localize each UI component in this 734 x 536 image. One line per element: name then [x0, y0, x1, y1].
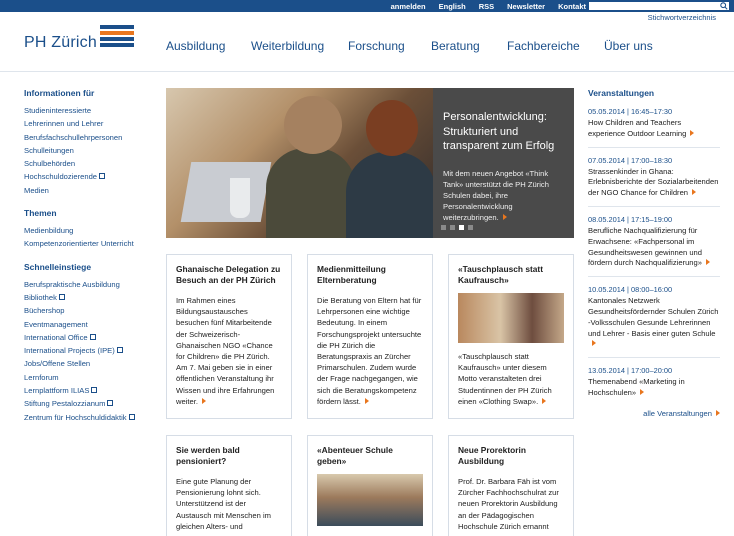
sidebar-item[interactable]: Berufsfachschullehrpersonen — [24, 132, 123, 142]
external-link-icon — [107, 400, 113, 406]
external-link-icon — [59, 294, 65, 300]
sidebar-title: Schnelleinstiege — [24, 261, 92, 272]
divider — [588, 357, 720, 358]
events-column — [588, 88, 720, 418]
keyword-index-link[interactable]: Stichwortverzeichnis — [647, 13, 716, 22]
event-date: 10.05.2014 | 08:00–16:00 — [588, 285, 673, 295]
event-date: 08.05.2014 | 17:15–19:00 — [588, 214, 673, 224]
external-link-icon — [117, 347, 123, 353]
event-item[interactable] — [588, 366, 720, 399]
english-link[interactable]: English — [438, 1, 466, 11]
external-link-icon — [90, 334, 96, 340]
sidebar-item[interactable]: Lernplattform ILIAS — [24, 384, 154, 397]
external-link-icon — [91, 387, 97, 393]
event-item[interactable] — [588, 285, 720, 350]
event-text[interactable]: Berufliche Nachqualifizierung für Erwachsene: «Fachpersonal im Gesundheitswesen gewinnen und fördern durch Nachqualifizierung» — [588, 226, 720, 269]
all-events-link[interactable]: alle Veranstaltungen — [588, 409, 720, 418]
card-text: Prof. Dr. Barbara Fäh ist vom Zürcher Fachhochschulrat zur neuen Prorektorin Ausbildung an der Pädagogischen Hochschule Zürich ernannt — [458, 477, 559, 531]
arrow-right-icon — [716, 410, 720, 416]
sidebar-item[interactable]: Hochschuldozierende — [24, 170, 154, 183]
sidebar-item[interactable]: Lernforum — [24, 372, 59, 382]
teaser-card[interactable] — [307, 435, 433, 536]
slide-dot[interactable] — [441, 225, 446, 230]
nav-ueber-uns[interactable]: Über uns — [604, 39, 653, 53]
newsletter-link[interactable]: Newsletter — [507, 1, 546, 11]
arrow-right-icon — [542, 398, 546, 404]
nav-beratung[interactable]: Beratung — [431, 39, 480, 53]
card-title[interactable]: Ghanaische Delegation zu Besuch an der PH Zürich — [176, 264, 281, 285]
site-header — [0, 12, 734, 72]
arrow-right-icon — [202, 398, 206, 404]
arrow-right-icon — [706, 259, 710, 265]
utility-bar — [0, 0, 734, 12]
sidebar-item[interactable]: Bibliothek — [24, 291, 154, 304]
sidebar-item[interactable]: International Projects (IPE) — [24, 344, 154, 357]
hero-text: Mit dem neuen Angebot «Think Tank» unterstützt die PH Zürich Schulen dabei, ihre Personalentwicklung weiterzubringen. — [443, 168, 549, 222]
event-date: 13.05.2014 | 17:00–20:00 — [588, 366, 673, 376]
teaser-card[interactable] — [307, 254, 433, 419]
logo-bars-icon[interactable] — [100, 25, 134, 49]
search-input[interactable] — [588, 1, 730, 11]
slide-dot[interactable] — [468, 225, 473, 230]
teaser-card[interactable] — [448, 435, 574, 536]
card-text: Im Rahmen eines Bildungsaustausches besuchen fünf Mitarbeitende der Schweizerisch-Ghanaischen NGO «Chance for Children» die PH Zürich. Am 7. Mai geben sie in einer öffentlichen Veranstaltung ihr Wissen und ihre Erfahrungen weiter. — [176, 296, 275, 406]
card-text: Eine gute Planung der Pensionierung lohnt sich. Unterstützend ist der Austausch mit Menschen im gleichen Alters- und — [176, 477, 271, 531]
hero-title[interactable]: Personalentwicklung: Strukturiert und transparent zum Erfolg — [443, 111, 555, 152]
sidebar-group-info — [24, 88, 154, 197]
nav-ausbildung[interactable]: Ausbildung — [166, 39, 226, 53]
sidebar-item[interactable]: Berufspraktische Ausbildung — [24, 279, 120, 289]
hero-slider[interactable] — [166, 88, 574, 238]
sidebar-item[interactable]: Schulleitungen — [24, 145, 74, 155]
sidebar-item[interactable]: Kompetenzorientierter Unterricht — [24, 239, 134, 249]
sidebar-group-schnelleinstiege — [24, 262, 154, 424]
arrow-right-icon — [690, 130, 694, 136]
card-text: Die Beratung von Eltern hat für Lehrpersonen eine wichtige Bedeutung. In einem Forschungsprojekt untersuchte die PH Zürich die Beratungspraxis an Zürcher Primarschulen. Zudem wurde der Frage nachgegangen, wie sich die Beratungskompetenz fördern lässt. — [317, 296, 422, 406]
card-text: «Tauschplausch statt Kaufrausch» unter diesem Motto veranstalteten drei Studentinnen der PH Zürich einen «Clothing Swap». — [458, 352, 552, 406]
arrow-right-icon — [592, 340, 596, 346]
main-nav — [166, 39, 653, 53]
card-image[interactable] — [458, 293, 564, 343]
sidebar-item[interactable]: Eventmanagement — [24, 319, 88, 329]
event-date: 05.05.2014 | 16:45–17:30 — [588, 107, 673, 116]
card-title[interactable]: Sie werden bald pensioniert? — [176, 445, 240, 466]
sidebar-item[interactable]: Jobs/Offene Stellen — [24, 359, 91, 369]
external-link-icon — [99, 173, 105, 179]
teaser-card[interactable] — [448, 254, 574, 419]
sidebar-item[interactable]: Studieninteressierte — [24, 106, 92, 115]
utility-links — [391, 0, 586, 12]
nav-weiterbildung[interactable]: Weiterbildung — [251, 39, 325, 53]
sidebar-item[interactable]: Schulbehörden — [24, 159, 76, 169]
sidebar — [24, 88, 154, 435]
card-image[interactable] — [317, 474, 423, 526]
event-item[interactable] — [588, 156, 720, 199]
events-title: Veranstaltungen — [588, 88, 655, 98]
sidebar-item[interactable]: International Office — [24, 331, 154, 344]
nav-fachbereiche[interactable]: Fachbereiche — [507, 39, 580, 53]
card-title[interactable]: Neue Prorektorin Ausbildung — [458, 445, 526, 466]
sidebar-item[interactable]: Medienbildung — [24, 226, 74, 236]
card-title[interactable]: Medienmitteilung Elternberatung — [317, 264, 386, 285]
slider-dots — [441, 225, 473, 230]
divider — [588, 276, 720, 277]
sidebar-item[interactable]: Büchershop — [24, 306, 65, 316]
sidebar-item[interactable]: Lehrerinnen und Lehrer — [24, 119, 104, 129]
sidebar-item[interactable]: Medien — [24, 185, 49, 195]
event-text[interactable]: Strassenkinder in Ghana: Erlebnisberichte der Sozialarbeitenden der NGO Chance for Children — [588, 166, 719, 198]
hero-image[interactable] — [166, 88, 433, 238]
sidebar-item[interactable]: Zentrum für Hochschuldidaktik — [24, 411, 154, 424]
event-text[interactable]: Kantonales Netzwerk Gesundheitsfördernder Schulen Zürich -Volksschulen Gesunde Lehrerinnen und Lehrer - Basis einer guten Schule — [588, 296, 720, 350]
search-icon[interactable] — [720, 2, 728, 10]
hero-caption[interactable] — [433, 88, 574, 238]
login-link[interactable]: anmelden — [390, 1, 426, 11]
arrow-right-icon — [692, 189, 696, 195]
event-item[interactable] — [588, 107, 720, 140]
logo[interactable]: PH Zürich — [24, 34, 97, 51]
arrow-right-icon — [503, 214, 507, 220]
external-link-icon — [129, 414, 135, 420]
event-text[interactable]: How Children and Teachers experience Outdoor Learning — [588, 118, 720, 140]
arrow-right-icon — [365, 398, 369, 404]
contact-link[interactable]: Kontakt — [558, 1, 586, 11]
event-item[interactable] — [588, 215, 720, 269]
divider — [588, 147, 720, 148]
slide-dot[interactable] — [450, 225, 455, 230]
teaser-card[interactable] — [166, 254, 292, 419]
sidebar-group-themen — [24, 208, 154, 251]
divider — [588, 206, 720, 207]
header-divider — [0, 71, 734, 72]
sidebar-title: Informationen für — [24, 88, 95, 98]
rss-link[interactable]: RSS — [478, 1, 495, 11]
event-text[interactable]: Themenabend «Marketing in Hochschulen» — [588, 377, 685, 397]
card-title[interactable]: «Tauschplausch statt Kaufrausch» — [458, 264, 544, 285]
teaser-card[interactable] — [166, 435, 292, 536]
slide-dot-active[interactable] — [459, 225, 464, 230]
event-date: 07.05.2014 | 17:00–18:30 — [588, 155, 673, 165]
arrow-right-icon — [640, 389, 644, 395]
sidebar-item[interactable]: Stiftung Pestalozzianum — [24, 397, 154, 410]
card-title[interactable]: «Abenteuer Schule geben» — [317, 445, 393, 466]
sidebar-title: Themen — [24, 208, 57, 219]
nav-forschung[interactable]: Forschung — [348, 39, 405, 53]
